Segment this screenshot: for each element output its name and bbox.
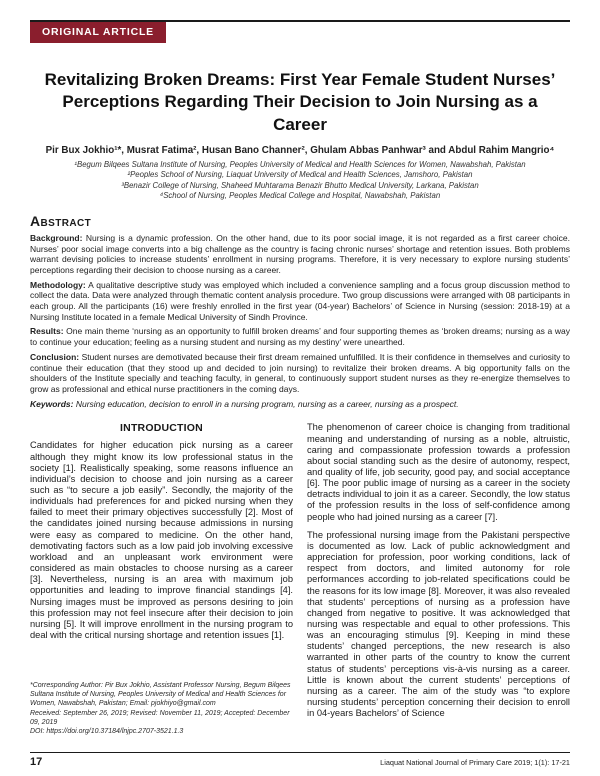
keywords-label: Keywords: (30, 398, 74, 409)
abstract-conclusion (30, 352, 570, 395)
abstract-results (30, 326, 570, 347)
page-footer (30, 752, 570, 768)
corresponding-author-note: *Corresponding Author: Pir Bux Jokhio, Assistant Professor Nursing, Begum Bilqees Sultana Institute of Nursing, Peoples University of Medical and Health Sciences for Women, Nawabshah, Pakistan; Email: pjokhiyo@gmail.com (30, 681, 291, 708)
paper-title: Revitalizing Broken Dreams: First Year Female Student Nurses’ Perceptions Regarding Their Decision to Join Nursing as a Career (44, 70, 556, 134)
left-column-paragraph: Candidates for higher education pick nursing as a career although they might know its low professional status in the society [1]. Realistically speaking, some reasons influence an individual’s decision to choose and join nursing as a career such as “to secure a job easily”. Secondly, the majority of the individuals had preferences for and picked nursing when they failed to meet their primary objectives successfully [2]. Most of the candidates joined nursing because admissions in nursing were easy as compared to medicine. On the other hand, demotivating factors such as a low paid job involving excessive workload and an unpleasant work environment were considered as main obstacles to choose nursing as a career [3]. Nevertheless, nursing is an area with maximum job opportunities and leading to improve financial standings [4]. Nursing images must be improved as persons desiring to join this profession may not feel insecure after their decision to join nursing [5]. It will improve enrollment in the nursing program to deal with the critical nursing shortage and retention issues [1]. (30, 440, 293, 641)
abstract-background-text: Nursing is a dynamic profession. On the other hand, due to its poor social image, it is not regarded as a first career choice. Nurses’ poor social image converts into a big challenge as the country is facing chronic nurses’ shortage and retention issues. Both problems warrant devising policies to increase students’ enrollment in nursing programs. Therefore, it is very necessary to explore nursing students’ perceptions regarding their decision to choose nursing as a career. (30, 232, 570, 275)
abstract-block (30, 233, 570, 414)
right-column-paragraph-1: The phenomenon of career choice is changing from traditional meaning and understanding of nursing as a noble, altruistic, caring and compassionate profession towards a profession about social standing such as the desire of autonomy, respect, and quality of life, job security, good pay, and social acceptance [6]. The poor public image of nursing as a career in the society detracts individual to join it as a career. Secondly, the low status of the profession results in the loss of self-confidence among people who had joined nursing as a career [7]. (307, 422, 570, 522)
dates-note: Received: September 26, 2019; Revised: November 11, 2019; Accepted: December 09, 2019 (30, 709, 290, 726)
affiliations-block (30, 160, 570, 201)
affiliation-2: ²Peoples School of Nursing, Liaquat University of Medical and Health Sciences, Jamshoro, Pakistan (127, 170, 473, 180)
article-type-badge: ORIGINAL ARTICLE (30, 22, 166, 43)
abstract-conclusion-text: Student nurses are demotivated because their first dream remained unfulfilled. It is their confidence in themselves and curiosity to continue their education (that they stood up and decided to join nursing) to revitalize their broken dreams. A big opportunity falls on the shoulders of the Institute specially and teaching faculty, in general, to continuously support student nurses as they re-energize themselves to grow as professional and ethical nurse practitioners in the coming days. (30, 351, 570, 394)
abstract-keywords (30, 399, 570, 410)
journal-reference: Liaquat National Journal of Primary Care 2019; 1(1): 17-21 (380, 758, 570, 767)
left-column (30, 422, 293, 736)
affiliation-1: ¹Begum Bilqees Sultana Institute of Nursing, Peoples University of Medical and Health Sciences for Women, Nawabshah, Pakistan (74, 160, 526, 170)
abstract-methodology (30, 280, 570, 323)
doi-note: DOI: https://doi.org/10.37184/lnjpc.2707-3521.1.3 (30, 728, 184, 736)
page-number: 17 (30, 756, 43, 768)
abstract-results-text: One main theme ‘nursing as an opportunity to fulfill broken dreams’ and four supporting themes as ‘broken dreams; nursing as a way to continue your education; feeling as a nursing student and nursing as my destiny’ were unearthed. (30, 326, 570, 348)
affiliation-3: ³Benazir College of Nursing, Shaheed Muhtarama Benazir Bhutto Medical University, Larkana, Pakistan (121, 180, 479, 190)
keywords-text: Nursing education, decision to enroll in a nursing program, nursing as a career, nursing as a prospect. (75, 398, 459, 409)
introduction-heading: INTRODUCTION (120, 422, 203, 435)
footnote-block (30, 675, 293, 736)
abstract-results-label: Results: (30, 326, 64, 337)
right-column (307, 422, 570, 736)
authors-line: Pir Bux Jokhio¹*, Musrat Fatima², Husan Bano Channer², Ghulam Abbas Panhwar³ and Abdul Rahim Mangrio⁴ (45, 145, 555, 157)
abstract-methodology-text: A qualitative descriptive study was employed which included a convenience sampling and a focus group discussion method to collect the data. Data were analyzed through thematic content analysis procedure. Two group discussions were arranged with 08 participants in each group. All the participants (16) were freshly enrolled in the first year (04-year) Bachelors’ of Science in Nursing (session: 2018-19) at a Nursing Institute located in a female Medical University of Sindh Province. (30, 279, 570, 322)
two-column-body (30, 422, 570, 736)
abstract-conclusion-label: Conclusion: (30, 351, 80, 362)
abstract-heading: Abstract (30, 212, 92, 229)
abstract-background (30, 233, 570, 276)
right-column-paragraph-2: The professional nursing image from the Pakistani perspective is documented as low. Lack of public acknowledgment and appreciation for profession, poor working conditions, lack of respect from doctors, and limited autonomy for role performances according to job-related specifications could be the reasons for its low image [8]. Moreover, it was also revealed that students’ perceptions of nursing as a profession have changed from negative to positive. It was acknowledged that nursing was respectable and equal to other professions. This was an encouraging stimulus [9]. Keeping in mind these students’ changed perceptions, the new research is also warranted in other parts of the country to know the current status of students’ perceptions vis-à-vis nursing as a career. Little is known about the current students’ perceptions of nursing as a career. The aim of the study was “to explore nursing students’ perception concerning their decision to enroll in 04-years Bachelors’ of Science (307, 529, 570, 719)
abstract-background-label: Background: (30, 232, 83, 243)
affiliation-4: ⁴School of Nursing, Peoples Medical College and Hospital, Nawabshah, Pakistan (159, 190, 441, 200)
abstract-methodology-label: Methodology: (30, 279, 86, 290)
